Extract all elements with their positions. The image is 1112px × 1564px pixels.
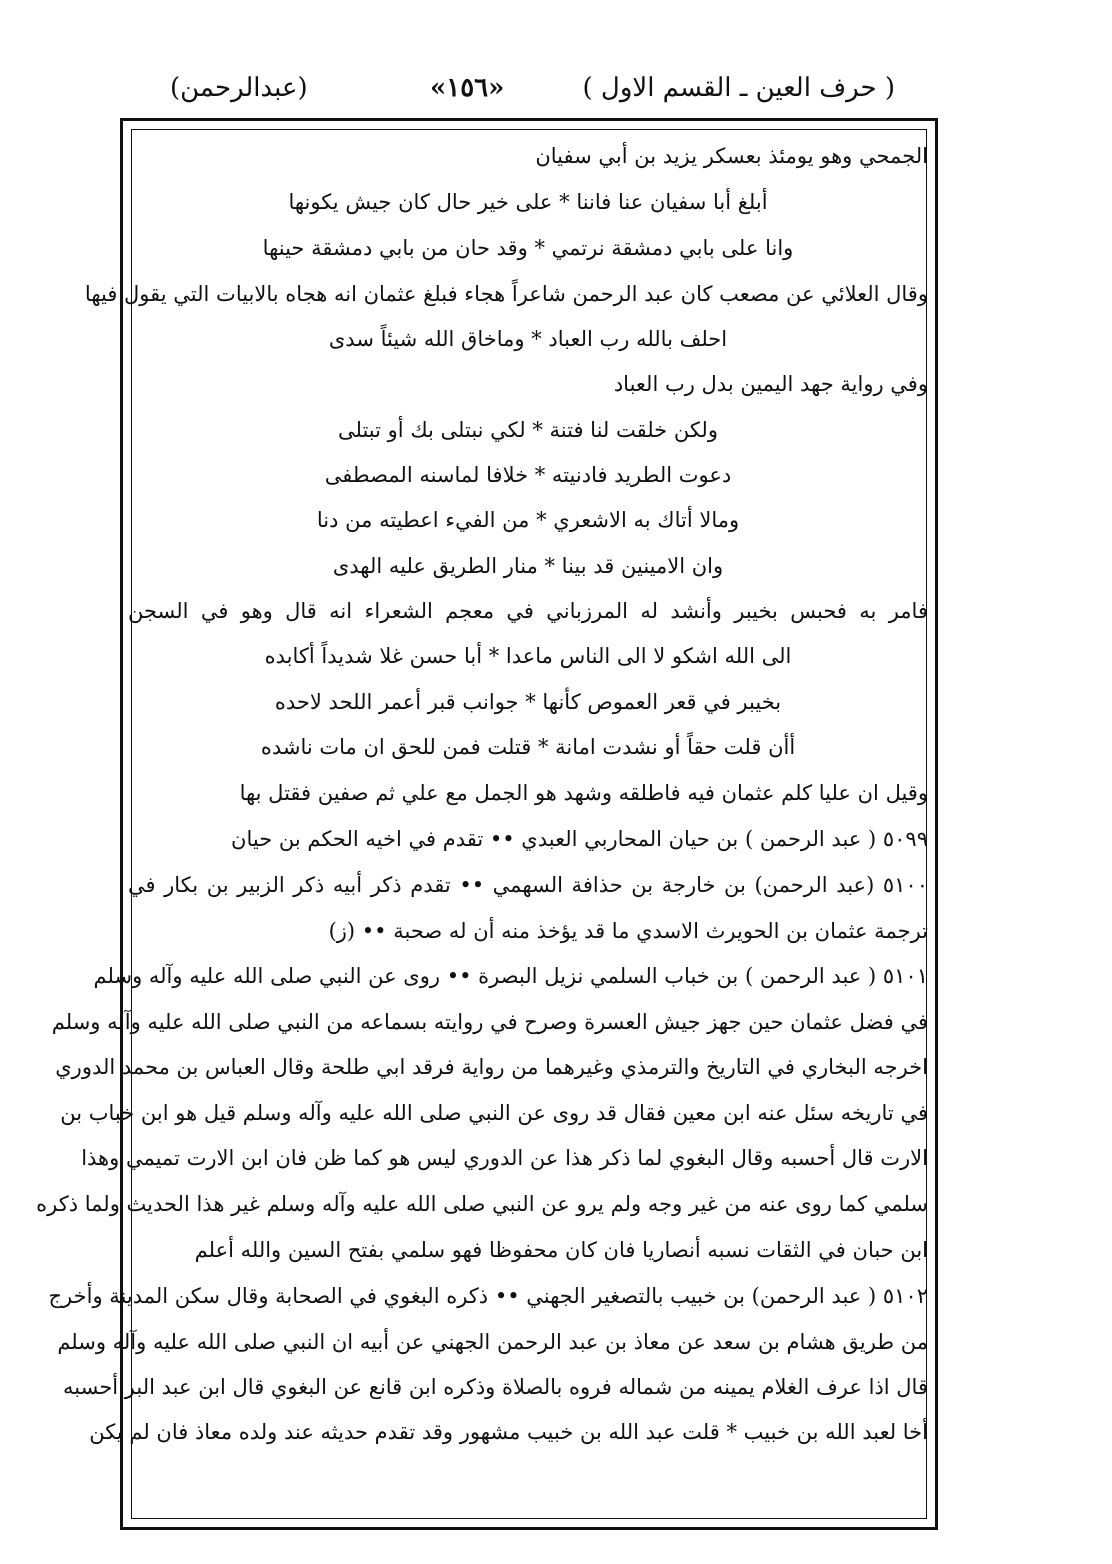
running-head-entry: (عبدالرحمن) xyxy=(170,73,308,103)
page-number: «١٥٦» xyxy=(430,73,505,103)
text-line: اخرجه البخاري في التاريخ والترمذي وغيرهما من رواية فرقد ابي طلحة وقال العباس بن محمد الدوري xyxy=(55,1055,928,1079)
verse-line: وانا على بابي دمشقة نرتمي * وقد حان من بابي دمشقة حينها xyxy=(262,236,794,260)
text-line: أخا لعبد الله بن خبيب * قلت عبد الله بن خبيب مشهور وقد تقدم حديثه عند ولده معاذ فان لم يكن xyxy=(89,1420,928,1444)
verse-line: الى الله اشكو لا الى الناس ماعدا * أبا حسن غلا شديداً أكابده xyxy=(264,644,792,668)
text-line: في تاريخه سئل عنه ابن معين فقال قد روى عن النبي صلى الله عليه وآله وسلم قيل هو ابن خباب بن xyxy=(60,1101,928,1125)
text-line: فامر به فحبس بخيبر وأنشد له المرزباني في معجم الشعراء انه قال وهو في السجن xyxy=(128,599,928,623)
text-line: وقال العلائي عن مصعب كان عبد الرحمن شاعراً هجاء فبلغ عثمان انه هجاه بالابيات التي يقول فيها xyxy=(84,282,928,306)
verse-line: أأن قلت حقاً أو نشدت امانة * قتلت فمن للحق ان مات ناشده xyxy=(260,735,796,759)
text-line: ٥٠٩٩ ( عبد الرحمن ) بن حيان المحاربي العبدي •• تقدم في اخيه الحكم بن حيان xyxy=(231,827,928,851)
text-line: ابن حبان في الثقات نسبه أنصاريا فان كان محفوظا فهو سلمي بفتح السين والله أعلم xyxy=(194,1238,928,1262)
text-line: ٥١٠٠ (عبد الرحمن) بن خارجة بن حذافة السهمي •• تقدم ذكر أبيه ذكر الزبير بن بكار في xyxy=(128,873,928,897)
text-line: في فضل عثمان حين جهز جيش العسرة وصرح في روايته بسماعه من النبي صلى الله عليه وآله وسلم xyxy=(51,1010,928,1034)
text-line: وفي رواية جهد اليمين بدل رب العباد xyxy=(613,372,928,396)
text-line: ٥١٠٢ ( عبد الرحمن) بن خبيب بالتصغير الجهني •• ذكره البغوي في الصحابة وقال سكن المدينة وأخرج xyxy=(48,1284,928,1308)
verse-line: احلف بالله رب العباد * وماخاق الله شيئاً سدى xyxy=(328,327,728,351)
verse-line: وان الامينين قد بينا * منار الطريق عليه الهدى xyxy=(332,554,724,578)
text-line: وقيل ان عليا كلم عثمان فيه فاطلقه وشهد هو الجمل مع علي ثم صفين فقتل بها xyxy=(239,781,928,805)
text-line: الجمحي وهو يومئذ بعسكر يزيد بن أبي سفيان xyxy=(535,144,928,168)
verse-line: ولكن خلقت لنا فتنة * لكي نبتلى بك أو تبتلى xyxy=(338,418,718,442)
text-line: الارت قال أحسبه وقال البغوي لما ذكر هذا عن الدوري ليس هو كما ظن فان ابن الارت تميمي وهذا xyxy=(81,1146,928,1170)
text-line: ترجمة عثمان بن الحويرث الاسدي ما قد يؤخذ منه أن له صحبة •• (ز) xyxy=(328,919,928,943)
verse-line: أبلغ أبا سفيان عنا فاننا * على خير حال كان جيش يكونها xyxy=(288,190,768,214)
running-head-section: ( حرف العين ـ القسم الاول ) xyxy=(582,73,895,103)
text-line: قال اذا عرف الغلام يمينه من شماله فروه بالصلاة وذكره ابن قانع عن البغوي قال ابن عبد البر أحسبه xyxy=(62,1375,928,1399)
page-header xyxy=(150,68,895,112)
text-line: سلمي كما روى عنه من غير وجه ولم يرو عن النبي صلى الله عليه وآله وسلم غير هذا الحديث ولما ذكره xyxy=(36,1192,928,1216)
verse-line: بخيبر في قعر العموص كأنها * جوانب قبر أعمر اللحد لاحده xyxy=(274,690,782,714)
verse-line: دعوت الطريد فادنيته * خلافا لماسنه المصطفى xyxy=(324,463,732,487)
text-line: من طريق هشام بن سعد عن معاذ بن عبد الرحمن الجهني عن أبيه ان النبي صلى الله عليه وآله وسلم xyxy=(57,1330,928,1354)
verse-line: ومالا أتاك به الاشعري * من الفيء اعطيته من دنا xyxy=(316,508,740,532)
text-line: ٥١٠١ ( عبد الرحمن ) بن خباب السلمي نزيل البصرة •• روى عن النبي صلى الله عليه وآله وسلم xyxy=(93,964,928,988)
